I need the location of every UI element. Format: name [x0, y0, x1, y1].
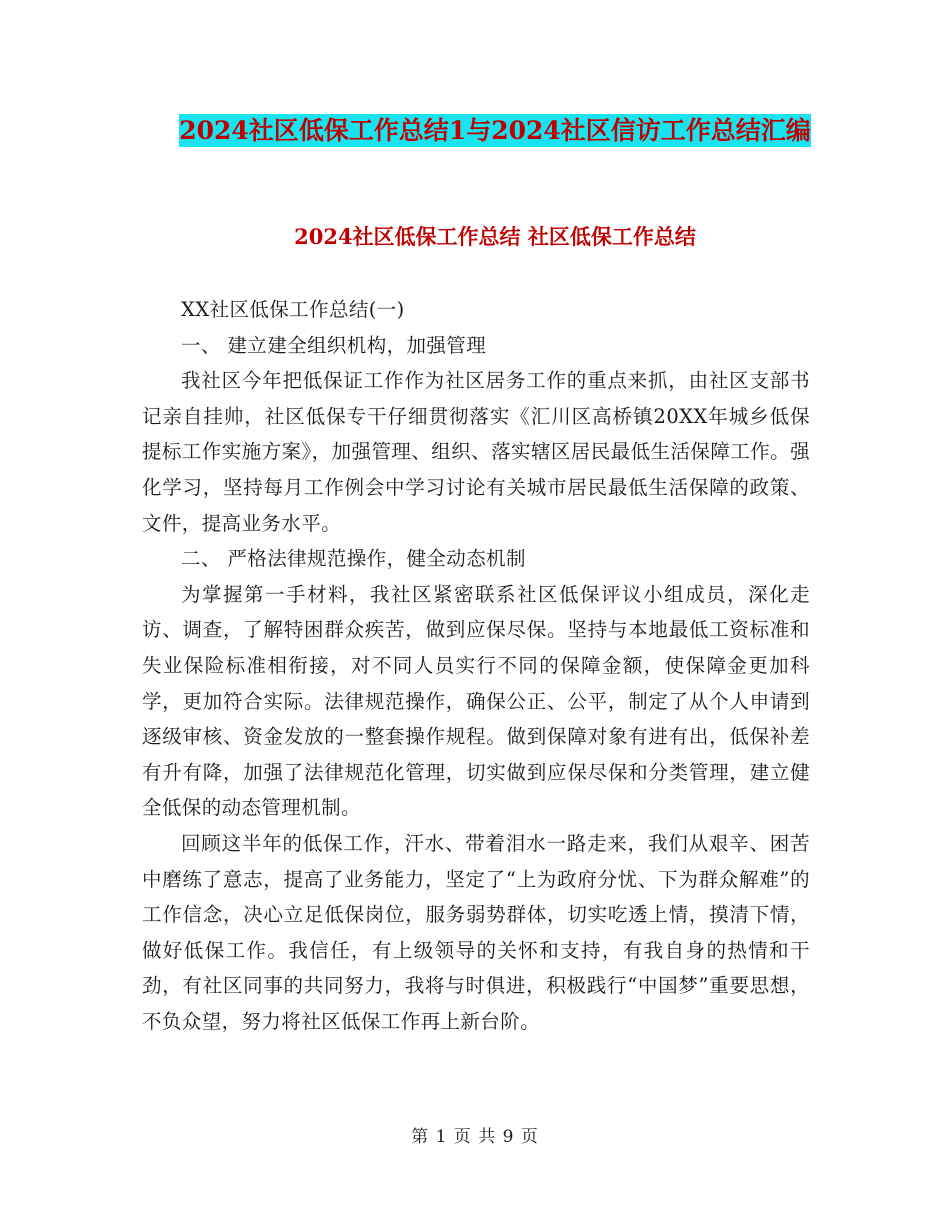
document-title: [140, 108, 850, 154]
section-heading-2: 二、 严格法律规范操作，健全动态机制: [181, 547, 526, 571]
document-body: [142, 292, 810, 1039]
subtitle: XX社区低保工作总结(一): [181, 298, 405, 321]
section-heading-1: 一、 建立建全组织机构，加强管理: [181, 333, 487, 357]
paragraph-1: 我社区今年把低保证工作作为社区居务工作的重点来抓，由社区支部书记亲自挂帅，社区低保专干仔细贯彻落实《汇川区高桥镇20XX年城乡低保提标工作实施方案》，加强管理、组织、落实辖区居民最低生活保障工作。强化学习，坚持每月工作例会中学习讨论有关城市居民最低生活保障的政策、文件，提高业务水平。: [142, 369, 810, 535]
section-title: 2024社区低保工作总结 社区低保工作总结: [294, 224, 696, 249]
document-title-highlight: 2024社区低保工作总结1与2024社区信访工作总结汇编: [179, 116, 811, 145]
paragraph-2: 为掌握第一手材料，我社区紧密联系社区低保评议小组成员，深化走访、调查，了解特困群众疾苦，做到应保尽保。坚持与本地最低工资标准和失业保险标准相衔接，对不同人员实行不同的保障金额，使保障金更加科学，更加符合实际。法律规范操作，确保公正、公平，制定了从个人申请到逐级审核、资金发放的一整套操作规程。做到保障对象有进有出，低保补差有升有降，加强了法律规范化管理，切实做到应保尽保和分类管理，建立健全低保的动态管理机制。: [142, 582, 810, 820]
page-number-footer: 第 1 页 共 9 页: [411, 1127, 539, 1147]
paragraph-3: 回顾这半年的低保工作，汗水、带着泪水一路走来，我们从艰辛、困苦中磨练了意志，提高了业务能力，坚定了“上为政府分忧、下为群众解难”的工作信念，决心立足低保岗位，服务弱势群体，切实吃透上情，摸清下情，做好低保工作。我信任，有上级领导的关怀和支持，有我自身的热情和干劲，有社区同事的共同努力，我将与时俱进，积极践行“中国梦”重要思想，不负众望，努力将社区低保工作再上新台阶。: [142, 831, 810, 1033]
